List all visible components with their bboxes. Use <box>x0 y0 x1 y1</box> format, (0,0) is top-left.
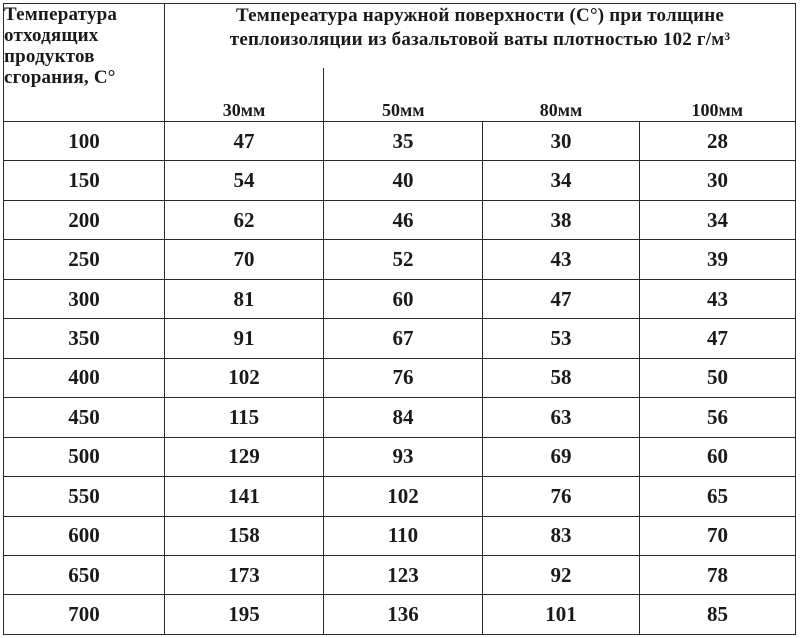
cell-surface-temp-80mm: 58 <box>483 358 640 397</box>
cell-flue-gas-temp: 550 <box>4 477 165 516</box>
cell-surface-temp-50mm: 76 <box>324 358 483 397</box>
cell-surface-temp-30mm: 158 <box>165 516 324 555</box>
table-row <box>4 595 796 635</box>
cell-surface-temp-50mm: 110 <box>324 516 483 555</box>
cell-surface-temp-50mm: 46 <box>324 200 483 239</box>
table-row <box>4 161 796 200</box>
table-row <box>4 477 796 516</box>
table-row <box>4 122 796 161</box>
table-row <box>4 358 796 397</box>
table-body <box>4 122 796 635</box>
cell-surface-temp-50mm: 102 <box>324 477 483 516</box>
cell-surface-temp-80mm: 76 <box>483 477 640 516</box>
cell-surface-temp-80mm: 101 <box>483 595 640 635</box>
cell-surface-temp-50mm: 123 <box>324 555 483 594</box>
cell-flue-gas-temp: 300 <box>4 279 165 318</box>
header-surface-temperature: Темпереатура наружной поверхности (С°) при толщине теплоизоляции из базальтовой ваты плотностью 102 г/м³ <box>165 4 796 68</box>
cell-surface-temp-80mm: 34 <box>483 161 640 200</box>
cell-flue-gas-temp: 200 <box>4 200 165 239</box>
cell-surface-temp-80mm: 63 <box>483 398 640 437</box>
cell-surface-temp-30mm: 91 <box>165 319 324 358</box>
cell-surface-temp-30mm: 102 <box>165 358 324 397</box>
table-row <box>4 200 796 239</box>
cell-surface-temp-80mm: 92 <box>483 555 640 594</box>
cell-surface-temp-80mm: 83 <box>483 516 640 555</box>
cell-surface-temp-30mm: 115 <box>165 398 324 437</box>
cell-surface-temp-100mm: 70 <box>640 516 796 555</box>
cell-surface-temp-80mm: 38 <box>483 200 640 239</box>
cell-surface-temp-100mm: 43 <box>640 279 796 318</box>
cell-surface-temp-100mm: 47 <box>640 319 796 358</box>
header-thickness-100: 100мм <box>640 68 796 122</box>
table-row <box>4 516 796 555</box>
cell-surface-temp-100mm: 65 <box>640 477 796 516</box>
cell-flue-gas-temp: 400 <box>4 358 165 397</box>
cell-surface-temp-30mm: 54 <box>165 161 324 200</box>
cell-surface-temp-100mm: 85 <box>640 595 796 635</box>
cell-surface-temp-50mm: 40 <box>324 161 483 200</box>
header-thickness-80: 80мм <box>483 68 640 122</box>
cell-flue-gas-temp: 450 <box>4 398 165 437</box>
cell-surface-temp-30mm: 81 <box>165 279 324 318</box>
cell-surface-temp-30mm: 141 <box>165 477 324 516</box>
cell-surface-temp-30mm: 129 <box>165 437 324 476</box>
cell-surface-temp-100mm: 28 <box>640 122 796 161</box>
table-row <box>4 240 796 279</box>
cell-surface-temp-50mm: 35 <box>324 122 483 161</box>
cell-surface-temp-50mm: 136 <box>324 595 483 635</box>
table-row <box>4 279 796 318</box>
cell-surface-temp-100mm: 34 <box>640 200 796 239</box>
cell-flue-gas-temp: 250 <box>4 240 165 279</box>
cell-surface-temp-80mm: 69 <box>483 437 640 476</box>
table-row <box>4 319 796 358</box>
cell-surface-temp-100mm: 39 <box>640 240 796 279</box>
cell-flue-gas-temp: 700 <box>4 595 165 635</box>
cell-surface-temp-50mm: 52 <box>324 240 483 279</box>
cell-surface-temp-100mm: 78 <box>640 555 796 594</box>
cell-surface-temp-30mm: 47 <box>165 122 324 161</box>
cell-surface-temp-80mm: 30 <box>483 122 640 161</box>
cell-surface-temp-30mm: 173 <box>165 555 324 594</box>
cell-surface-temp-100mm: 60 <box>640 437 796 476</box>
cell-surface-temp-100mm: 56 <box>640 398 796 437</box>
header-thickness-30: 30мм <box>165 68 324 122</box>
cell-flue-gas-temp: 650 <box>4 555 165 594</box>
cell-surface-temp-80mm: 47 <box>483 279 640 318</box>
cell-flue-gas-temp: 100 <box>4 122 165 161</box>
cell-surface-temp-80mm: 53 <box>483 319 640 358</box>
cell-flue-gas-temp: 150 <box>4 161 165 200</box>
cell-surface-temp-80mm: 43 <box>483 240 640 279</box>
cell-flue-gas-temp: 350 <box>4 319 165 358</box>
temperature-table <box>3 3 796 635</box>
cell-flue-gas-temp: 600 <box>4 516 165 555</box>
cell-surface-temp-100mm: 30 <box>640 161 796 200</box>
cell-surface-temp-30mm: 195 <box>165 595 324 635</box>
cell-surface-temp-50mm: 60 <box>324 279 483 318</box>
table-row <box>4 555 796 594</box>
cell-surface-temp-50mm: 84 <box>324 398 483 437</box>
table-row <box>4 398 796 437</box>
header-thickness-50: 50мм <box>324 68 483 122</box>
cell-surface-temp-30mm: 62 <box>165 200 324 239</box>
header-flue-gas-temperature: Температура отходящих продуктов сгорания, С° <box>4 4 165 122</box>
cell-surface-temp-50mm: 67 <box>324 319 483 358</box>
cell-surface-temp-30mm: 70 <box>165 240 324 279</box>
cell-surface-temp-100mm: 50 <box>640 358 796 397</box>
table-row <box>4 437 796 476</box>
cell-flue-gas-temp: 500 <box>4 437 165 476</box>
cell-surface-temp-50mm: 93 <box>324 437 483 476</box>
